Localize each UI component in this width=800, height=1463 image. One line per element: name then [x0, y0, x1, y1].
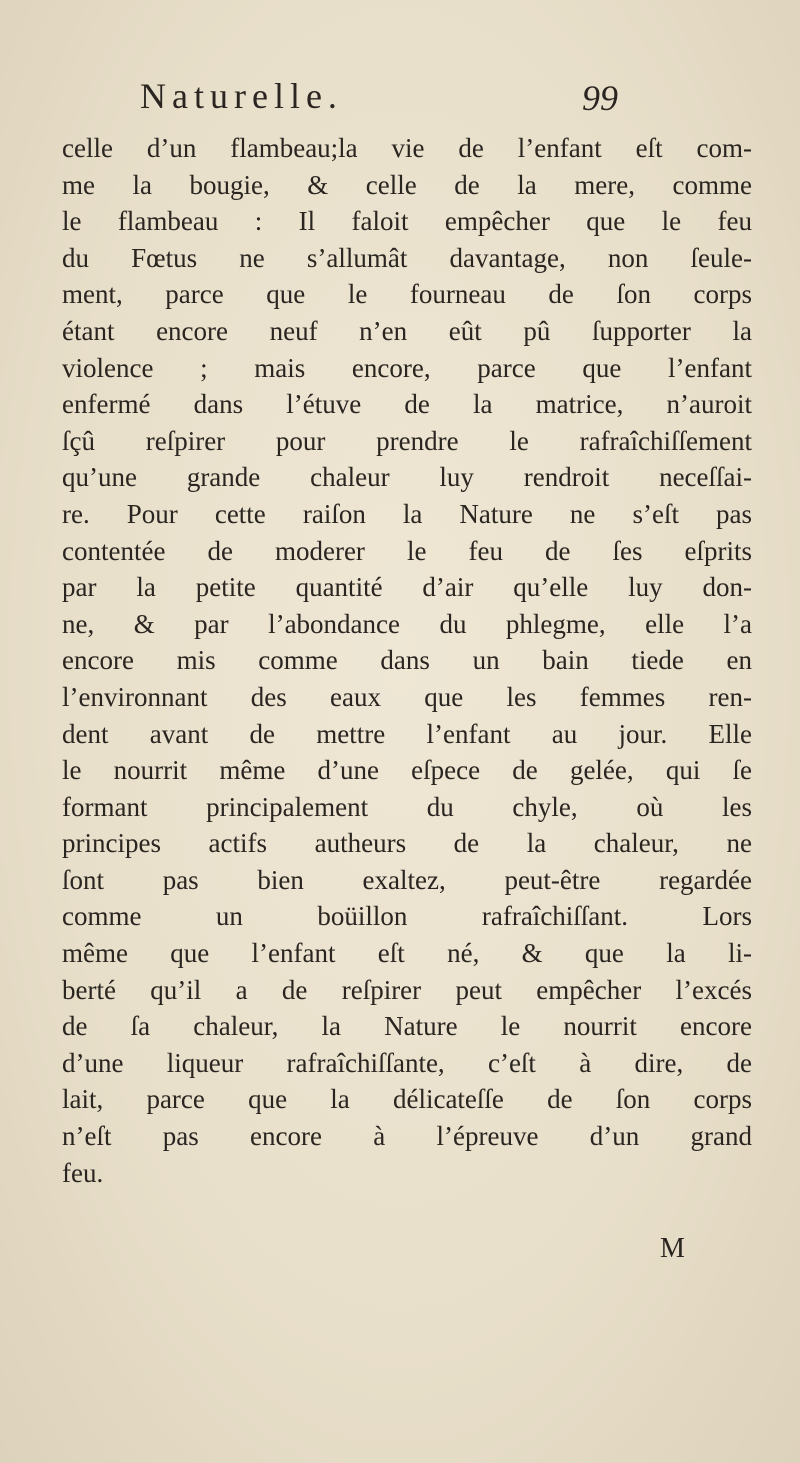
text-line: dent avant de mettre l’enfant au jour. Elle	[62, 718, 752, 749]
text-line: par la petite quantité d’air qu’elle luy don-	[62, 572, 752, 603]
running-head: Naturelle.	[140, 76, 343, 116]
text-line: encore mis comme dans un bain tiede en	[62, 645, 752, 676]
text-line: comme un boüillon rafraîchiſſant. Lors	[62, 901, 752, 932]
text-line: le nourrit même d’une eſpece de gelée, qui ſe	[62, 755, 752, 786]
text-line: feu.	[62, 1157, 104, 1188]
text-line: re. Pour cette raiſon la Nature ne s’eſt pas	[62, 498, 752, 529]
text-line: le flambeau : Il faloit empêcher que le feu	[62, 206, 752, 237]
text-line: lait, parce que la délicateſſe de ſon corps	[62, 1084, 752, 1115]
text-line: me la bougie, & celle de la mere, comme	[62, 169, 752, 200]
text-line: de ſa chaleur, la Nature le nourrit encore	[62, 1011, 752, 1042]
text-line: formant principalement du chyle, où les	[62, 791, 752, 822]
text-line: ment, parce que le fourneau de ſon corps	[62, 279, 752, 310]
text-line: qu’une grande chaleur luy rendroit neceſſai-	[62, 462, 752, 493]
page-header	[0, 75, 800, 125]
text-line: d’une liqueur rafraîchiſſante, c’eſt à dire, de	[62, 1047, 752, 1078]
text-line: étant encore neuf n’en eût pû ſupporter la	[62, 315, 752, 346]
text-line: celle d’un flambeau;la vie de l’enfant eſt com-	[62, 133, 752, 163]
text-line: ſçû reſpirer pour prendre le rafraîchiſſement	[62, 425, 752, 456]
text-line: contentée de moderer le feu de ſes eſprits	[62, 535, 752, 566]
text-line: même que l’enfant eſt né, & que la li-	[62, 938, 752, 969]
text-line: principes actifs autheurs de la chaleur, ne	[62, 828, 752, 859]
text-line: ſont pas bien exaltez, peut-être regardée	[62, 864, 752, 895]
text-line: berté qu’il a de reſpirer peut empêcher l’excés	[62, 974, 752, 1005]
signature-mark: M	[660, 1233, 685, 1264]
text-line: du Fœtus ne s’allumât davantage, non ſeule-	[62, 242, 752, 273]
body-text	[62, 130, 752, 1191]
text-line: l’environnant des eaux que les femmes ren-	[62, 681, 752, 712]
page-number: 99	[582, 78, 618, 118]
text-line: ne, & par l’abondance du phlegme, elle l’a	[62, 608, 752, 639]
text-line: enfermé dans l’étuve de la matrice, n’auroit	[62, 389, 752, 420]
text-line: n’eſt pas encore à l’épreuve d’un grand	[62, 1121, 752, 1152]
text-line: violence ; mais encore, parce que l’enfant	[62, 352, 752, 383]
